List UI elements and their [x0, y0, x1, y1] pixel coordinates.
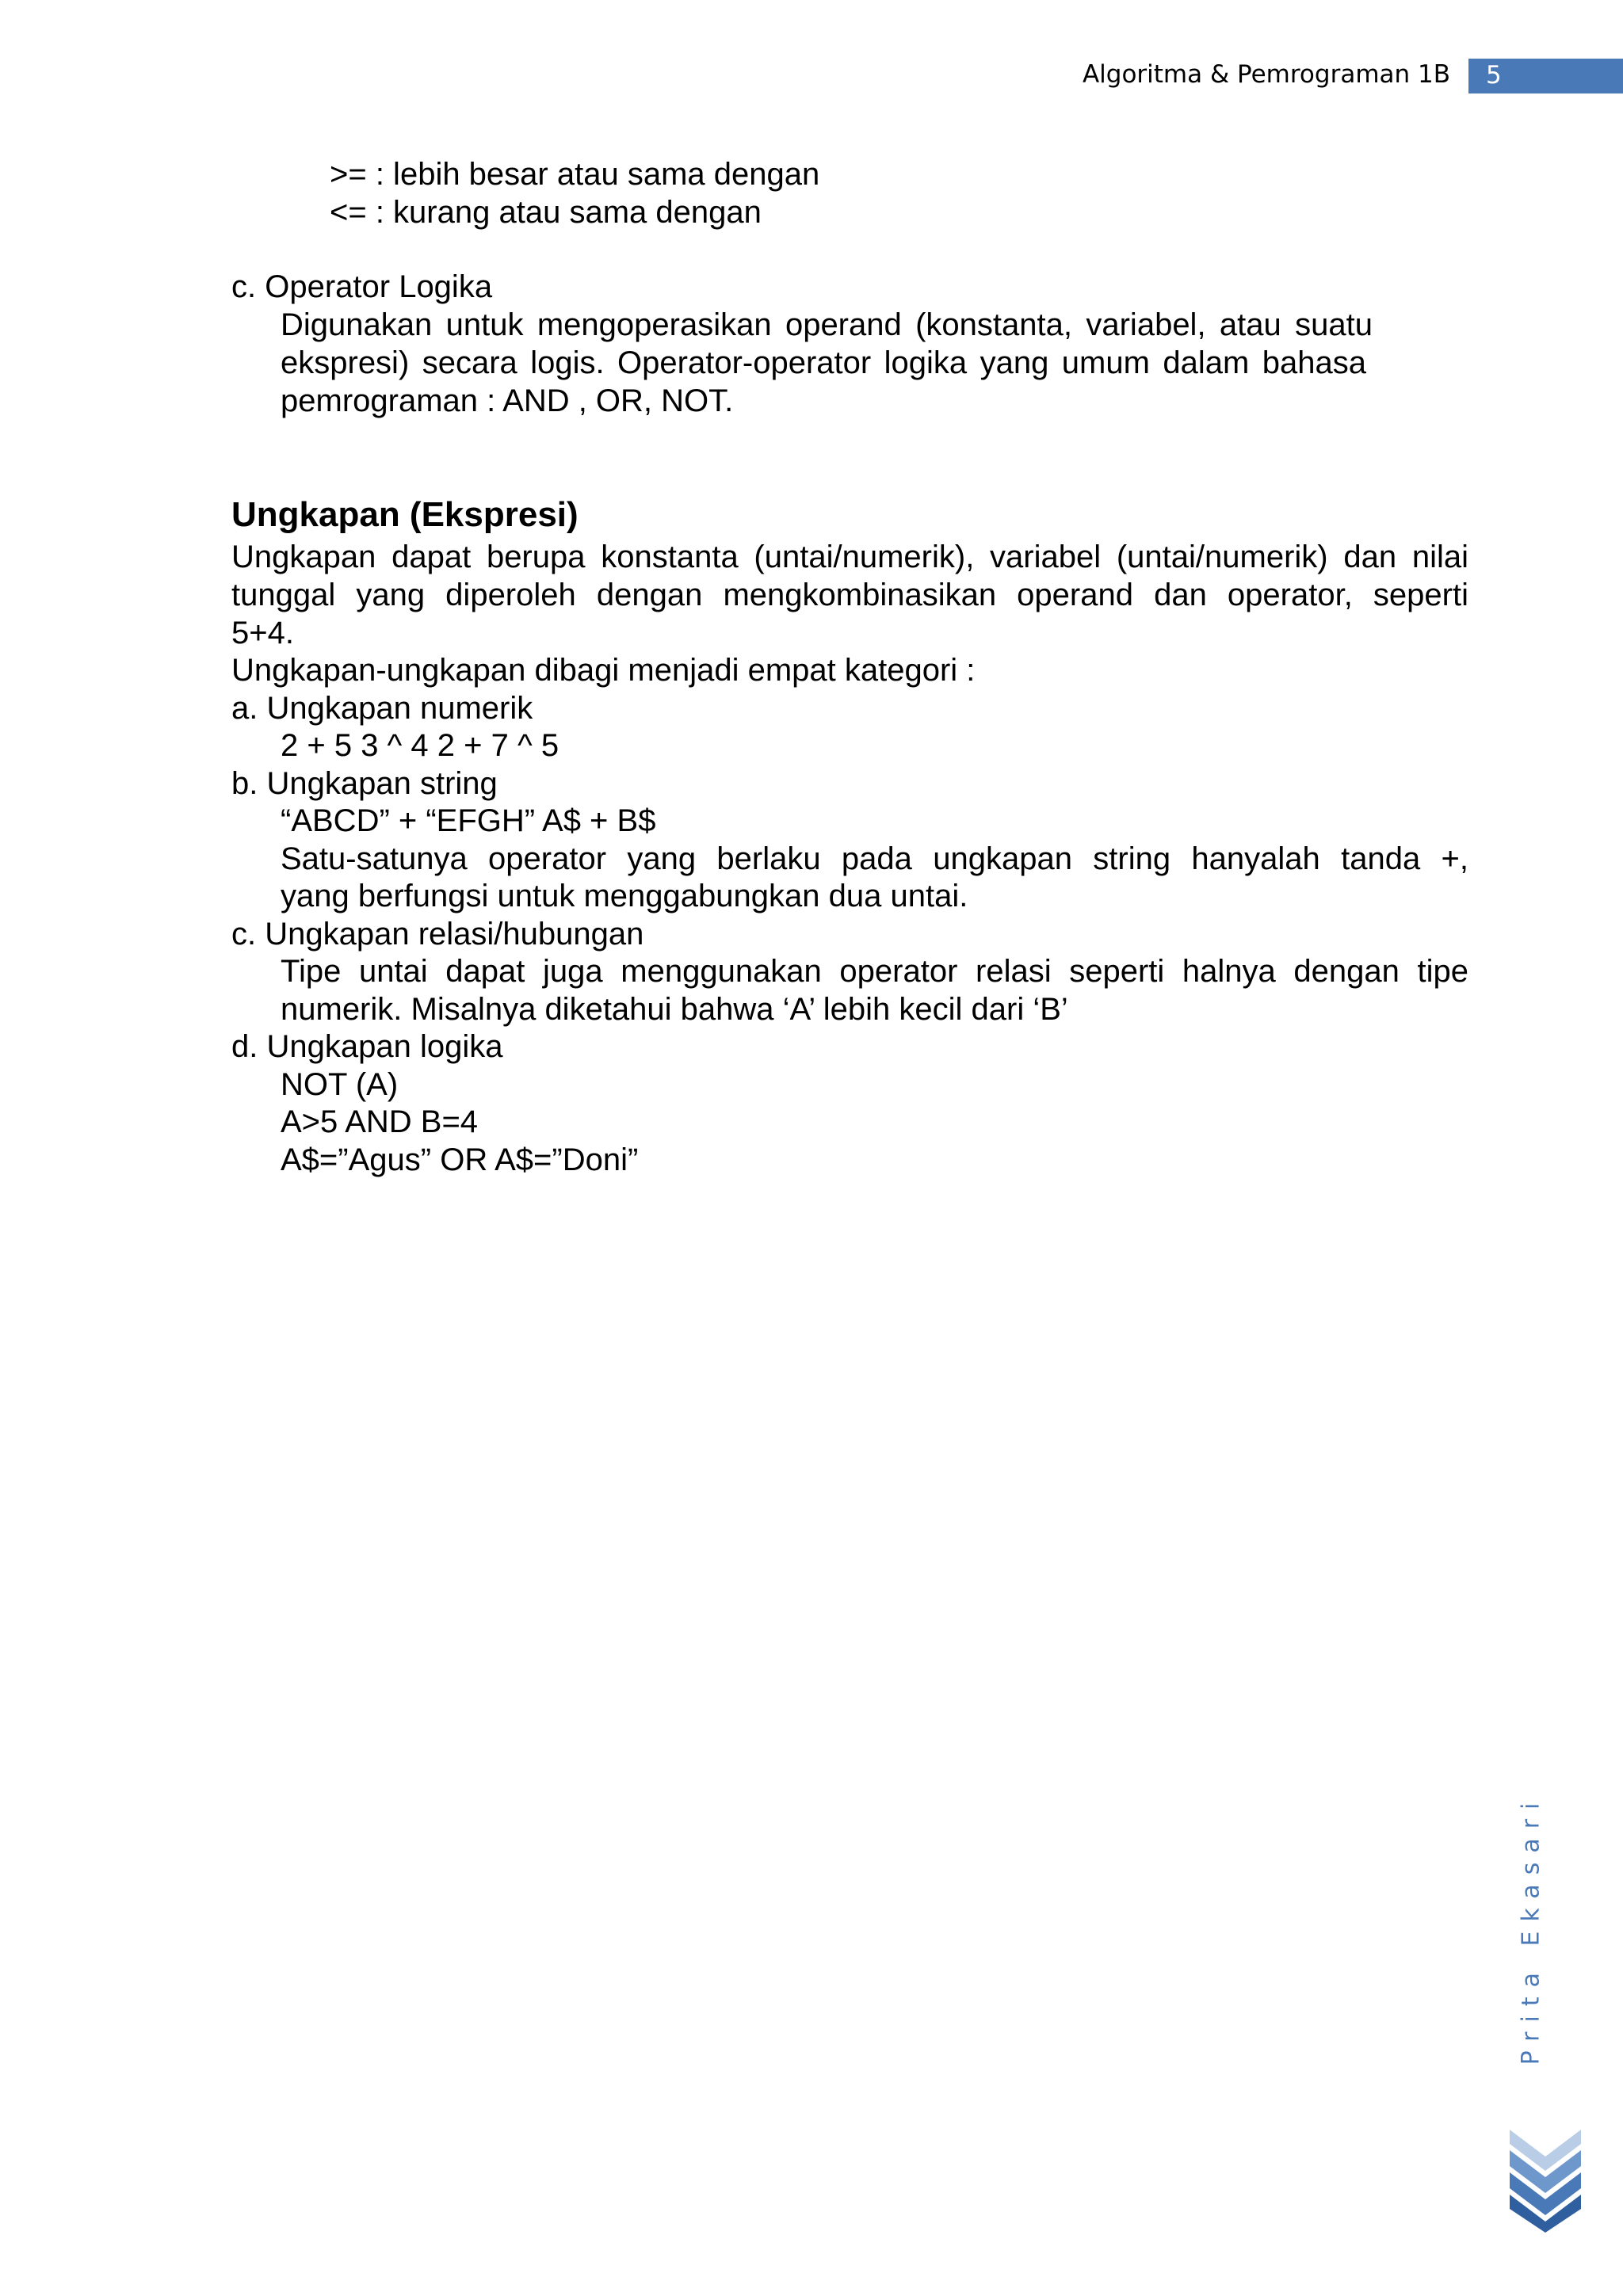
categories-intro: Ungkapan-ungkapan dibagi menjadi empat kategori : — [231, 653, 976, 688]
logic-example-2: A>5 AND B=4 — [281, 1104, 479, 1139]
header-title: Algoritma & Pemrograman 1B — [1082, 60, 1450, 89]
relation-title: c. Ungkapan relasi/hubungan — [231, 917, 644, 952]
string-desc-line-1: Satu-satunya operator yang berlaku pada ungkapan string hanyalah tanda +, — [281, 841, 1468, 876]
logic-desc-line-2: ekspresi) secara logis. Operator-operator logika yang umum dalam bahasa — [281, 345, 1366, 380]
string-example: “ABCD” + “EFGH” A$ + B$ — [281, 803, 656, 838]
logic-desc-line-1: Digunakan untuk mengoperasikan operand (konstanta, variabel, atau suatu — [281, 307, 1373, 342]
relation-desc-line-2: numerik. Misalnya diketahui bahwa ‘A’ lebih kecil dari ‘B’ — [281, 992, 1068, 1027]
logic-example-1: NOT (A) — [281, 1067, 399, 1102]
operator-gte-line: >= : lebih besar atau sama dengan — [330, 157, 820, 192]
page-header — [0, 54, 1623, 98]
author-sidebar — [1512, 1793, 1550, 2065]
section-heading: Ungkapan (Ekspresi) — [231, 495, 579, 534]
string-title: b. Ungkapan string — [231, 766, 498, 801]
numeric-title: a. Ungkapan numerik — [231, 691, 533, 726]
double-chevron-down-icon — [1510, 2130, 1581, 2233]
author-name: Prita Ekasari — [1517, 1793, 1545, 2065]
logic-expression-title: d. Ungkapan logika — [231, 1029, 503, 1064]
logic-desc-line-3: pemrograman : AND , OR, NOT. — [281, 383, 734, 418]
numeric-example: 2 + 5 3 ^ 4 2 + 7 ^ 5 — [281, 728, 559, 763]
logic-example-3: A$=”Agus” OR A$=”Doni” — [281, 1142, 639, 1177]
page-number: 5 — [1486, 61, 1502, 90]
intro-line-2: tunggal yang diperoleh dengan mengkombinasikan operand dan operator, seperti — [231, 578, 1468, 612]
operator-lte-line: <= : kurang atau sama dengan — [330, 195, 762, 230]
page-number-box — [1468, 59, 1623, 93]
intro-line-3: 5+4. — [231, 616, 294, 650]
string-desc-line-2: yang berfungsi untuk menggabungkan dua untai. — [281, 879, 968, 913]
intro-line-1: Ungkapan dapat berupa konstanta (untai/numerik), variabel (untai/numerik) dan nilai — [231, 540, 1468, 574]
relation-desc-line-1: Tipe untai dapat juga menggunakan operator relasi seperti halnya dengan tipe — [281, 954, 1468, 989]
logic-operator-title: c. Operator Logika — [231, 269, 493, 304]
